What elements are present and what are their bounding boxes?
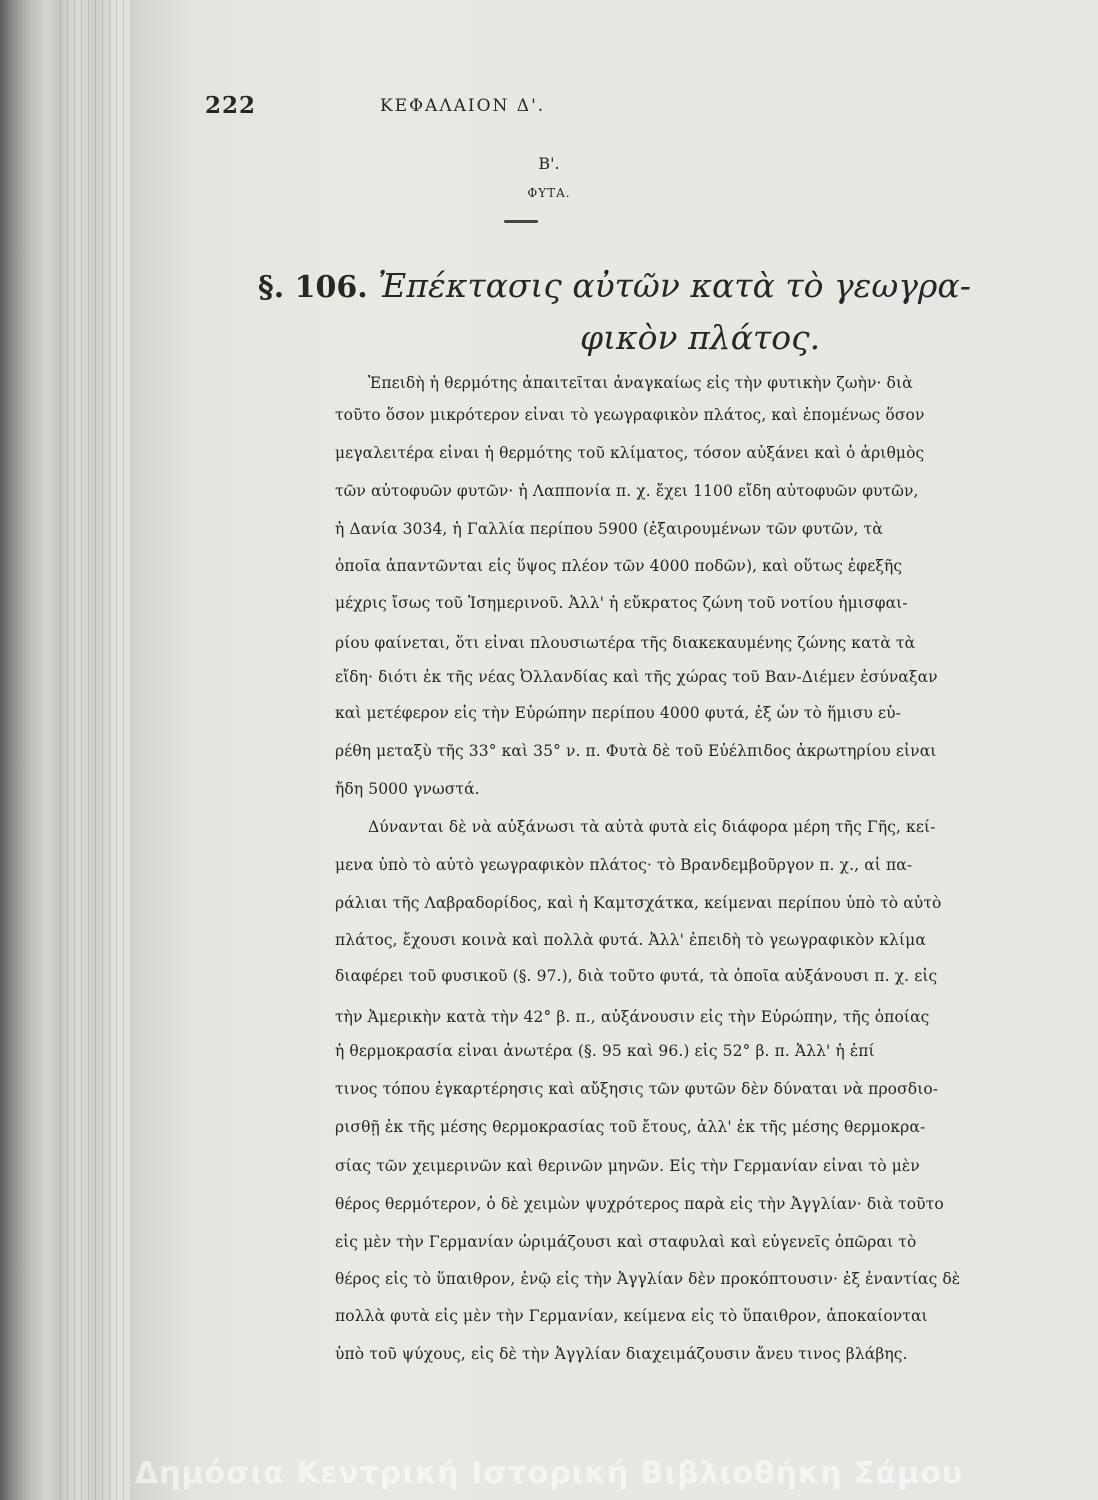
body-line: ὑπὸ τοῦ ψύχους, εἰς δὲ τὴν Ἀγγλίαν διαχειμάζουσιν ἄνευ τινος βλάβης. bbox=[335, 1345, 908, 1363]
page-edge-lines bbox=[60, 0, 130, 1500]
body-line: ἤδη 5000 γνωστά. bbox=[335, 780, 480, 798]
body-line: σίας τῶν χειμερινῶν καὶ θερινῶν μηνῶν. Εἰς τὴν Γερμανίαν εἶναι τὸ μὲν bbox=[335, 1157, 920, 1175]
body-line: ἡ Δανία 3034, ἡ Γαλλία περίπου 5900 (ἐξαιρουμένων τῶν φυτῶν, τὰ bbox=[335, 520, 883, 538]
body-line: ρίου φαίνεται, ὅτι εἶναι πλουσιωτέρα τῆς διακεκαυμένης ζώνης κατὰ τὰ bbox=[335, 634, 916, 652]
body-line: τῶν αὐτοφυῶν φυτῶν· ἡ Λαππονία π. χ. ἔχει 1100 εἴδη αὐτοφυῶν φυτῶν, bbox=[335, 482, 919, 500]
body-line: τοῦτο ὅσον μικρότερον εἶναι τὸ γεωγραφικὸν πλάτος, καὶ ἑπομένως ὅσον bbox=[335, 406, 925, 424]
body-line: τινος τόπου ἐγκαρτέρησις καὶ αὔξησις τῶν φυτῶν δὲν δύναται νὰ προσδιο- bbox=[335, 1080, 939, 1098]
body-line: Ἐπειδὴ ἡ θερμότης ἀπαιτεῖται ἀναγκαίως εἰς τὴν φυτικὴν ζωὴν· διὰ bbox=[368, 374, 913, 392]
body-line: τὴν Ἀμερικὴν κατὰ τὴν 42° β. π., αὐξάνουσιν εἰς τὴν Εὐρώπην, τῆς ὁποίας bbox=[335, 1008, 930, 1026]
body-line: θέρος θερμότερον, ὁ δὲ χειμὼν ψυχρότερος παρὰ εἰς τὴν Ἀγγλίαν· διὰ τοῦτο bbox=[335, 1195, 944, 1213]
page-number: 222 bbox=[205, 92, 257, 119]
section-name: ΦΥΤΑ. bbox=[527, 186, 571, 200]
body-line: Δύνανται δὲ νὰ αὐξάνωσι τὰ αὐτὰ φυτὰ εἰς διάφορα μέρη τῆς Γῆς, κεί- bbox=[368, 818, 936, 836]
section-title-line-2: φικὸν πλάτος. bbox=[580, 318, 821, 357]
body-line: εἴδη· διότι ἐκ τῆς νέας Ὀλλανδίας καὶ τῆς χώρας τοῦ Βαν-Διέμεν ἐσύναξαν bbox=[335, 668, 938, 686]
body-line: πλάτος, ἔχουσι κοινὰ καὶ πολλὰ φυτά. Ἀλλ' ἐπειδὴ τὸ γεωγραφικὸν κλίμα bbox=[335, 931, 926, 949]
body-line: μενα ὑπὸ τὸ αὐτὸ γεωγραφικὸν πλάτος· τὸ Βρανδεμβοῦργον π. χ., αἱ πα- bbox=[335, 856, 913, 874]
page-header bbox=[205, 92, 835, 122]
section-title-line-1 bbox=[258, 266, 971, 305]
body-line: θέρος εἰς τὸ ὕπαιθρον, ἐνῷ εἰς τὴν Ἀγγλίαν δὲν προκόπτουσιν· ἐξ ἐναντίας δὲ bbox=[335, 1270, 961, 1288]
section-title-text-1: Ἐπέκτασις αὐτῶν κατὰ τὸ γεωγρα- bbox=[378, 266, 971, 305]
paragraph-number: §. 106. bbox=[258, 270, 368, 305]
running-head: ΚΕΦΑΛΑΙΟΝ Δ'. bbox=[380, 96, 546, 116]
body-line: μέχρις ἴσως τοῦ Ἰσημερινοῦ. Ἀλλ' ἡ εὔκρατος ζώνη τοῦ νοτίου ἡμισφαι- bbox=[335, 594, 908, 612]
section-letter: Β'. bbox=[538, 154, 560, 173]
body-line: εἰς μὲν τὴν Γερμανίαν ὡριμάζουσι καὶ σταφυλαὶ καὶ εὐγενεῖς ὀπῶραι τὸ bbox=[335, 1233, 917, 1251]
body-line: πολλὰ φυτὰ εἰς μὲν τὴν Γερμανίαν, κείμενα εἰς τὸ ὕπαιθρον, ἀποκαίονται bbox=[335, 1307, 928, 1325]
ornamental-rule bbox=[504, 220, 538, 223]
body-line: μεγαλειτέρα εἶναι ἡ θερμότης τοῦ κλίματος, τόσον αὐξάνει καὶ ὁ ἀριθμὸς bbox=[335, 444, 925, 462]
body-line: ράλιαι τῆς Λαβραδορίδος, καὶ ἡ Καμτσχάτκα, κείμεναι περίπου ὑπὸ τὸ αὐτὸ bbox=[335, 894, 942, 912]
body-line: ἡ θερμοκρασία εἶναι ἀνωτέρα (§. 95 καὶ 96.) εἰς 52° β. π. Ἀλλ' ἡ ἐπί bbox=[335, 1042, 875, 1060]
library-watermark: Δημόσια Κεντρική Ιστορική Βιβλιοθήκη Σάμου bbox=[134, 1456, 964, 1491]
body-line: ρέθη μεταξὺ τῆς 33° καὶ 35° ν. π. Φυτὰ δὲ τοῦ Εὐέλπιδος ἀκρωτηρίου εἶναι bbox=[335, 742, 937, 760]
body-line: ὁποῖα ἀπαντῶνται εἰς ὕψος πλέον τῶν 4000 ποδῶν), καὶ οὕτως ἐφεξῆς bbox=[335, 557, 903, 575]
body-line: διαφέρει τοῦ φυσικοῦ (§. 97.), διὰ τοῦτο φυτά, τὰ ὁποῖα αὐξάνουσι π. χ. εἰς bbox=[335, 967, 938, 985]
body-line: ρισθῇ ἐκ τῆς μέσης θερμοκρασίας τοῦ ἔτους, ἀλλ' ἐκ τῆς μέσης θερμοκρα- bbox=[335, 1118, 926, 1136]
body-line: καὶ μετέφερον εἰς τὴν Εὐρώπην περίπου 4000 φυτά, ἐξ ὧν τὸ ἥμισυ εὑ- bbox=[335, 704, 901, 722]
